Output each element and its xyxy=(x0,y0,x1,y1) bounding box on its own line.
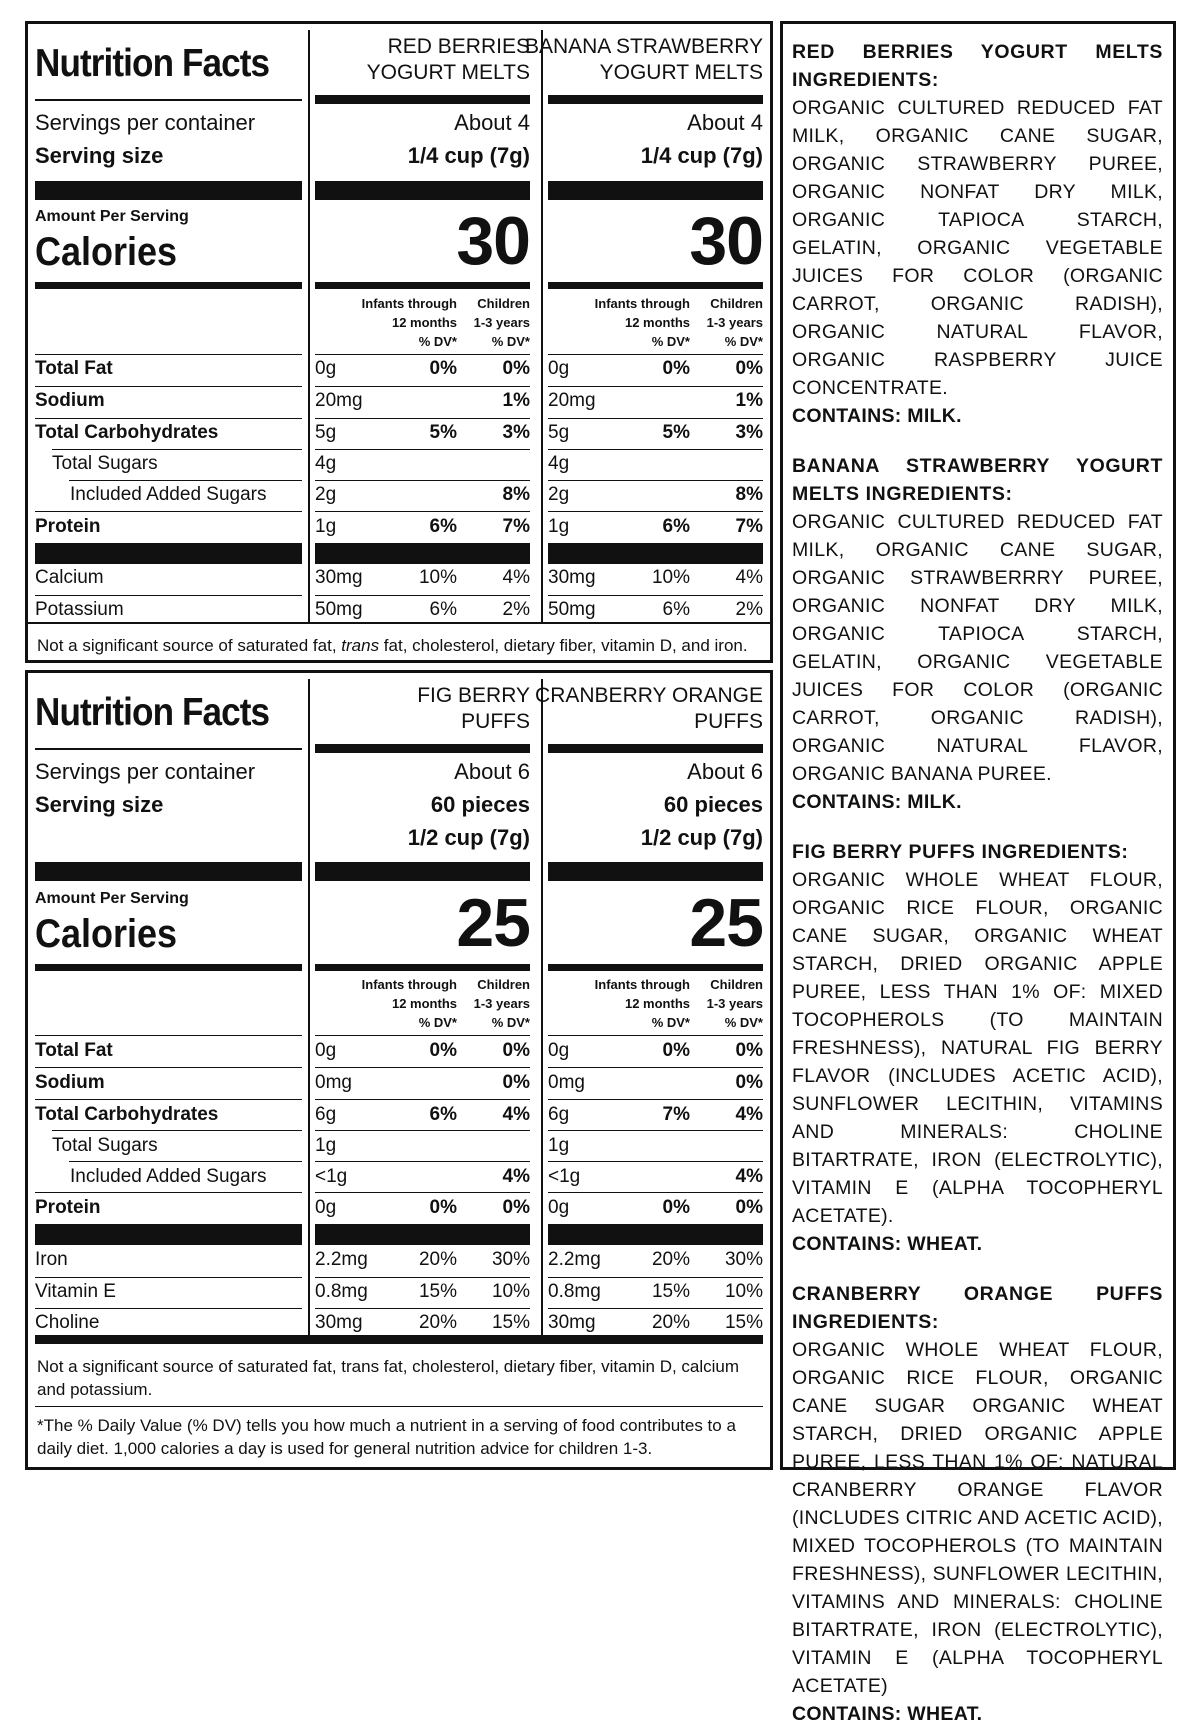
calories-value: 30 xyxy=(456,203,530,279)
ingredients-red-berries xyxy=(792,38,1163,430)
ingredients-title: FIG BERRY PUFFS INGREDIENTS: xyxy=(792,841,1129,863)
protein-label: Protein xyxy=(35,1197,101,1218)
serving-size-pieces: 60 pieces xyxy=(430,792,530,817)
potassium-row: 50mg 6% 2% xyxy=(315,599,530,620)
allergen-contains: CONTAINS: MILK. xyxy=(792,405,962,427)
total-fat-row: 0g 0% 0% xyxy=(315,1040,530,1061)
panel2-footnote: Not a significant source of saturated fat, trans fat, cholesterol, dietary fiber, vitamin D, calcium and potassium. xyxy=(37,1357,740,1399)
product-name-line1: BANANA STRAWBERRY xyxy=(524,35,763,58)
children-header: Children xyxy=(477,977,530,992)
infants-header: Infants through xyxy=(594,977,690,992)
choline-row: 30mg 20% 15% xyxy=(548,1312,763,1333)
infants-header-2: 12 months xyxy=(391,996,457,1011)
calcium-row: 30mg 10% 4% xyxy=(315,567,530,588)
serving-size-cup: 1/2 cup (7g) xyxy=(407,825,530,850)
nutrition-panel-yogurt-melts xyxy=(25,21,773,663)
iron-row: 2.2mg 20% 30% xyxy=(315,1249,530,1270)
serving-size-label: Serving size xyxy=(35,143,164,168)
total-fat-label: Total Fat xyxy=(35,358,113,379)
iron-row: 2.2mg 20% 30% xyxy=(548,1249,763,1270)
dv-header: % DV* xyxy=(491,1015,530,1030)
total-fat-label: Total Fat xyxy=(35,1040,113,1061)
total-carbs-label: Total Carbohydrates xyxy=(35,1104,219,1125)
serving-size-pieces: 60 pieces xyxy=(663,792,763,817)
sodium-row: 0mg 0% xyxy=(315,1072,530,1093)
protein-label: Protein xyxy=(35,516,101,537)
sodium-label: Sodium xyxy=(35,1072,105,1093)
product-name-line2: YOGURT MELTS xyxy=(366,61,530,84)
total-fat-row: 0g 0% 0% xyxy=(315,358,530,379)
dv-header: % DV* xyxy=(724,1015,763,1030)
product-name-line1: RED BERRIES xyxy=(387,35,530,58)
serving-size-value: 1/4 cup (7g) xyxy=(407,143,530,168)
calories-label: Calories xyxy=(35,912,178,956)
total-fat-row: 0g 0% 0% xyxy=(548,358,763,379)
ingredients-text: ORGANIC CULTURED REDUCED FAT MILK, ORGANIC CANE SUGAR, ORGANIC STRAWBERRY PUREE, ORGANIC NONFAT DRY MILK, ORGANIC TAPIOCA STARCH, GELATIN, ORGANIC VEGETABLE JUICES FOR COLOR (ORGANIC CARROT, ORGANIC RADISH), ORGANIC NATURAL FLAVOR, ORGANIC RASPBERRY JUICE CONCENTRATE. xyxy=(792,97,1163,399)
infants-header-2: 12 months xyxy=(624,315,690,330)
product-name-line2: YOGURT MELTS xyxy=(599,61,763,84)
nutrition-facts-title: Nutrition Facts xyxy=(35,691,270,734)
serving-size-label: Serving size xyxy=(35,792,164,817)
product-name-line1: FIG BERRY xyxy=(417,684,530,707)
servings-label: Servings per container xyxy=(35,759,256,784)
infants-header-2: 12 months xyxy=(624,996,690,1011)
total-sugars-label: Total Sugars xyxy=(52,453,158,474)
allergen-contains: CONTAINS: WHEAT. xyxy=(792,1703,983,1725)
ingredients-title: BANANA STRAWBERRY YOGURT MELTS INGREDIENTS: xyxy=(792,455,1163,505)
servings-value: About 4 xyxy=(454,110,530,135)
daily-value-footnote: *The % Daily Value (% DV) tells you how much a nutrient in a serving of food contributes to a daily diet. 1,000 calories a day is used for general nutrition advice for children 1-3. xyxy=(37,1416,736,1458)
children-header-2: 1-3 years xyxy=(706,996,763,1011)
children-header-2: 1-3 years xyxy=(473,315,530,330)
product-name-line1: CRANBERRY ORANGE xyxy=(535,684,763,707)
sodium-row: 0mg 0% xyxy=(548,1072,763,1093)
children-header: Children xyxy=(710,296,763,311)
servings-label: Servings per container xyxy=(35,110,256,135)
choline-row: 30mg 20% 15% xyxy=(315,1312,530,1333)
serving-size-value: 1/4 cup (7g) xyxy=(640,143,763,168)
children-header: Children xyxy=(710,977,763,992)
sugars-row: 4g xyxy=(315,453,337,474)
nutrition-panel-puffs xyxy=(25,670,773,1470)
carbs-row: 6g 7% 4% xyxy=(548,1104,763,1125)
added-sugars-row: <1g 4% xyxy=(315,1166,530,1187)
children-header-2: 1-3 years xyxy=(706,315,763,330)
protein-row: 1g 6% 7% xyxy=(548,516,763,537)
carbs-row: 6g 6% 4% xyxy=(315,1104,530,1125)
infants-header-2: 12 months xyxy=(391,315,457,330)
ingredients-fig-berry xyxy=(792,838,1163,1258)
added-sugars-row: <1g 4% xyxy=(548,1166,763,1187)
ingredients-text: ORGANIC CULTURED REDUCED FAT MILK, ORGANIC CANE SUGAR, ORGANIC STRAWBERRRY PUREE, ORGANIC NONFAT DRY MILK, ORGANIC TAPIOCA STARCH, GELATIN, ORGANIC VEGETABLE JUICES FOR COLOR (ORGANIC CARROT, ORGANIC RADISH), ORGANIC NATURAL FLAVOR, ORGANIC BANANA PUREE. xyxy=(792,511,1163,785)
choline-label: Choline xyxy=(35,1312,100,1333)
protein-row: 0g 0% 0% xyxy=(548,1197,763,1218)
potassium-row: 50mg 6% 2% xyxy=(548,599,763,620)
nutrition-facts-title: Nutrition Facts xyxy=(35,42,270,85)
vitamin-e-row: 0.8mg 15% 10% xyxy=(548,1281,763,1302)
product-name-line2: PUFFS xyxy=(461,710,530,733)
ingredients-text: ORGANIC WHOLE WHEAT FLOUR, ORGANIC RICE FLOUR, ORGANIC CANE SUGAR, ORGANIC WHEAT STARCH, DRIED ORGANIC APPLE PUREE, LESS THAN 1% OF: MIXED TOCOPHEROLS (TO MAINTAIN FRESHNESS), NATURAL FIG BERRY FLAVOR (INCLUDES ACETIC ACID), SUNFLOWER LECITHIN, VITAMINS AND MINERALS: CHOLINE BITARTRATE, IRON (ELECTROLYTIC), VITAMIN E (ALPHA TOCOPHERYL ACETATE). xyxy=(792,869,1163,1227)
calories-label: Calories xyxy=(35,230,178,274)
servings-value: About 4 xyxy=(687,110,763,135)
added-sugars-label: Included Added Sugars xyxy=(70,484,267,505)
servings-value: About 6 xyxy=(454,759,530,784)
dv-header: % DV* xyxy=(491,334,530,349)
dv-header: % DV* xyxy=(724,334,763,349)
ingredients-panel xyxy=(780,21,1176,1725)
total-carbs-label: Total Carbohydrates xyxy=(35,422,219,443)
amount-per-serving: Amount Per Serving xyxy=(35,890,189,907)
sugars-row: 1g xyxy=(548,1135,570,1156)
sodium-label: Sodium xyxy=(35,390,105,411)
dv-header: % DV* xyxy=(418,334,457,349)
infants-header: Infants through xyxy=(594,296,690,311)
sugars-row: 1g xyxy=(315,1135,337,1156)
total-sugars-label: Total Sugars xyxy=(52,1135,158,1156)
added-sugars-label: Included Added Sugars xyxy=(70,1166,267,1187)
carbs-row: 5g 5% 3% xyxy=(315,422,530,443)
ingredients-text: ORGANIC WHOLE WHEAT FLOUR, ORGANIC RICE FLOUR, ORGANIC CANE SUGAR ORGANIC WHEAT STARCH, DRIED ORGANIC APPLE PUREE, LESS THAN 1% OF: NATURAL CRANBERRY ORANGE FLAVOR (INCLUDES CITRIC AND ACETIC ACID), MIXED TOCOPHEROLS (TO MAINTAIN FRESHNESS), SUNFLOWER LECITHIN, VITAMINS AND MINERALS: CHOLINE BITARTRATE, IRON (ELECTROLYTIC), VITAMIN E (ALPHA TOCOPHERYL ACETATE) xyxy=(792,1339,1163,1697)
total-fat-row: 0g 0% 0% xyxy=(548,1040,763,1061)
serving-size-cup: 1/2 cup (7g) xyxy=(640,825,763,850)
ingredients-title: CRANBERRY ORANGE PUFFS INGREDIENTS: xyxy=(792,1283,1163,1333)
calories-value: 25 xyxy=(456,885,530,961)
calories-value: 30 xyxy=(689,203,763,279)
children-header: Children xyxy=(477,296,530,311)
allergen-contains: CONTAINS: WHEAT. xyxy=(792,1233,983,1255)
potassium-label: Potassium xyxy=(35,599,124,620)
sugars-row: 4g xyxy=(548,453,570,474)
ingredients-banana-strawberry xyxy=(792,452,1163,816)
sodium-row: 20mg 1% xyxy=(548,390,763,411)
servings-value: About 6 xyxy=(687,759,763,784)
calcium-label: Calcium xyxy=(35,567,104,588)
dv-header: % DV* xyxy=(651,334,690,349)
ingredients-title: RED BERRIES YOGURT MELTS INGREDIENTS: xyxy=(792,41,1163,91)
added-sugars-row: 2g 8% xyxy=(315,484,530,505)
product-name-line2: PUFFS xyxy=(694,710,763,733)
iron-label: Iron xyxy=(35,1249,68,1270)
calcium-row: 30mg 10% 4% xyxy=(548,567,763,588)
sodium-row: 20mg 1% xyxy=(315,390,530,411)
allergen-contains: CONTAINS: MILK. xyxy=(792,791,962,813)
infants-header: Infants through xyxy=(361,977,457,992)
protein-row: 0g 0% 0% xyxy=(315,1197,530,1218)
carbs-row: 5g 5% 3% xyxy=(548,422,763,443)
dv-header: % DV* xyxy=(418,1015,457,1030)
added-sugars-row: 2g 8% xyxy=(548,484,763,505)
ingredients-cranberry-orange xyxy=(792,1280,1163,1728)
panel1-footnote: Not a significant source of saturated fat, trans fat, cholesterol, dietary fiber, vitamin D, and iron. xyxy=(37,636,748,655)
vitamin-e-row: 0.8mg 15% 10% xyxy=(315,1281,530,1302)
amount-per-serving: Amount Per Serving xyxy=(35,208,189,225)
children-header-2: 1-3 years xyxy=(473,996,530,1011)
calories-value: 25 xyxy=(689,885,763,961)
dv-header: % DV* xyxy=(651,1015,690,1030)
vitamin-e-label: Vitamin E xyxy=(35,1281,116,1302)
protein-row: 1g 6% 7% xyxy=(315,516,530,537)
infants-header: Infants through xyxy=(361,296,457,311)
